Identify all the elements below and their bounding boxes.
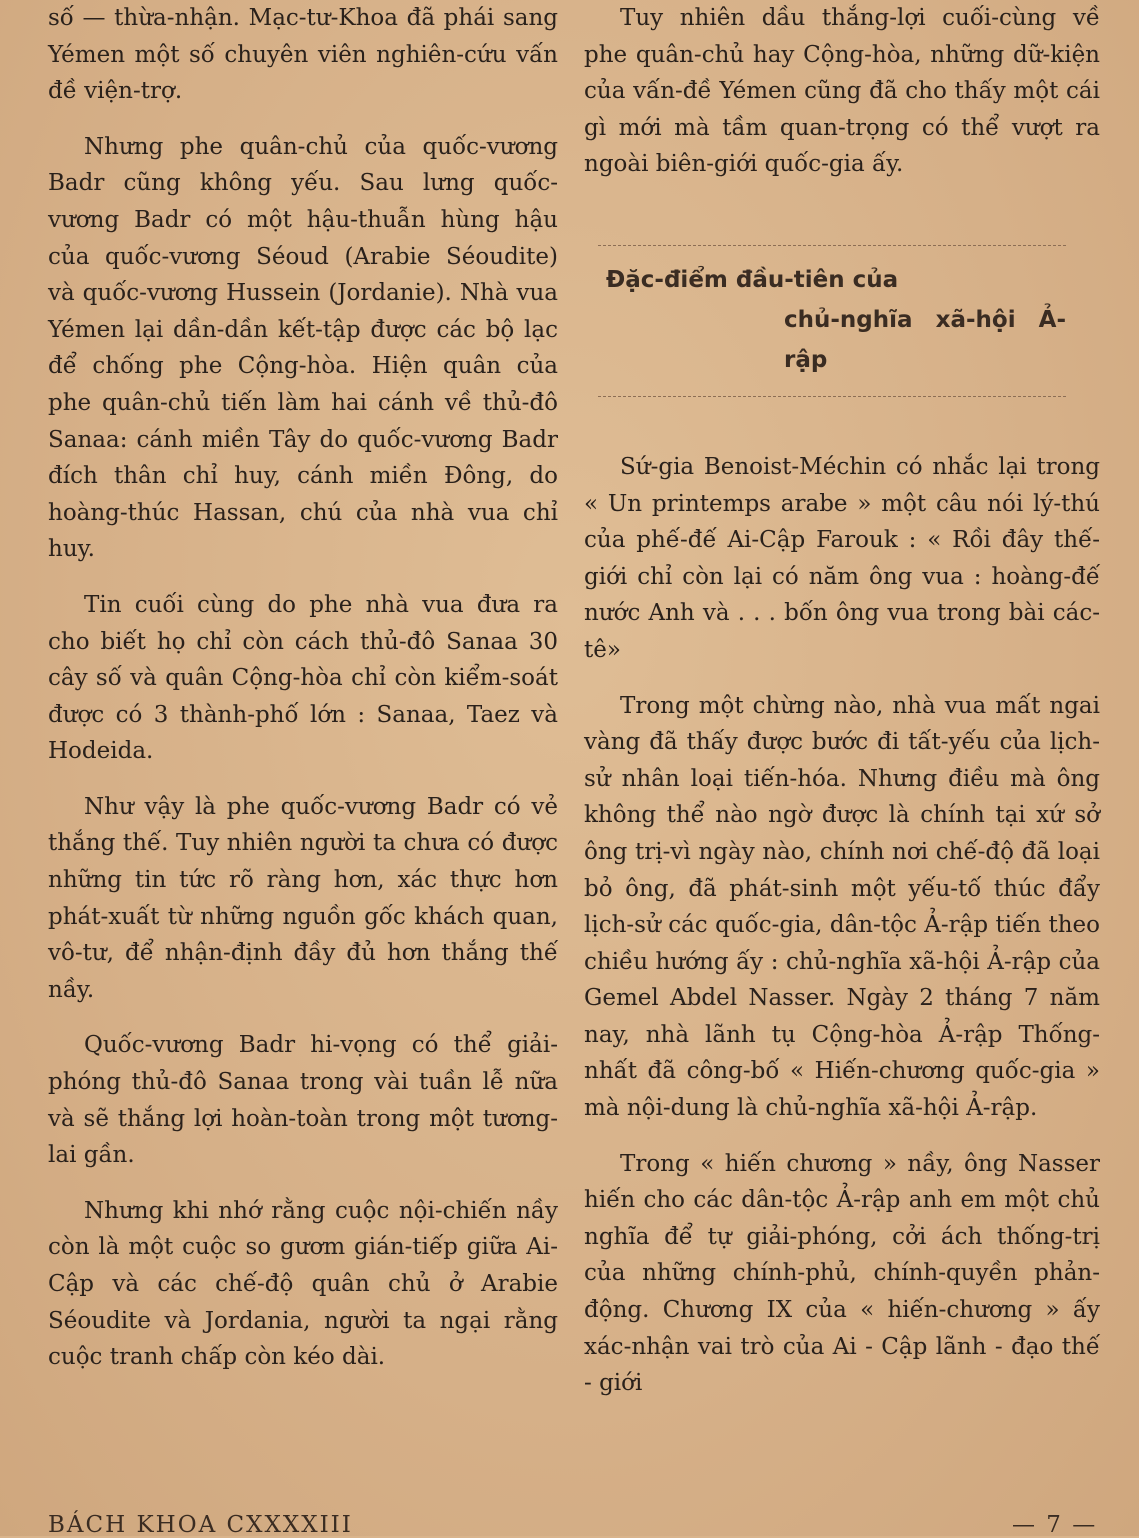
- footer-page-number: — 7 —: [1012, 1512, 1098, 1538]
- right-column: [584, 0, 1100, 1421]
- section-heading-line2: chủ-nghĩa xã-hội Ả-rập: [784, 306, 1066, 373]
- section-heading: [598, 245, 1066, 397]
- paragraph: Như vậy là phe quốc-vương Badr có vẻ thắng thế. Tuy nhiên người ta chưa có được những tin tức rõ ràng hơn, xác thực hơn phát-xuất từ những nguồn gốc khách quan, vô-tư, để nhận-định đầy đủ hơn thắng thế nầy.: [48, 793, 558, 1003]
- paragraph: Sứ-gia Benoist-Méchin có nhắc lại trong « Un printemps arabe » một câu nói lý-thú của phế-đế Ai-Cập Farouk : « Rồi đây thế-giới chỉ còn lại có năm ông vua : hoàng-đế nước Anh và . . . bốn ông vua trong bài các-tê»: [584, 453, 1100, 663]
- left-column: [48, 0, 558, 1395]
- footer-magazine-title: BÁCH KHOA CXXXXIII: [48, 1512, 353, 1538]
- paragraph: Quốc-vương Badr hi-vọng có thể giải-phóng thủ-đô Sanaa trong vài tuần lễ nữa và sẽ thắng lợi hoàn-toàn trong một tương-lai gần.: [48, 1032, 558, 1169]
- paragraph: Trong một chừng nào, nhà vua mất ngai vàng đã thấy được bước đi tất-yếu của lịch-sử nhân loại tiến-hóa. Nhưng điều mà ông không thể nào ngờ được là chính tại xứ sở ông trị-vì ngày nào, chính nơi chế-độ đã loại bỏ ông, đã phát-sinh một yếu-tố thúc đẩy lịch-sử các quốc-gia, dân-tộc Ả-rập tiến theo chiều hướng ấy : chủ-nghĩa xã-hội Ả-rập của Gemel Abdel Nasser. Ngày 2 tháng 7 năm nay, nhà lãnh tụ Cộng-hòa Ả-rập Thống-nhất đã công-bố « Hiến-chương quốc-gia » mà nội-dung là chủ-nghĩa xã-hội Ả-rập.: [584, 692, 1100, 1122]
- paragraph: số — thừa-nhận. Mạc-tư-Khoa đã phái sang Yémen một số chuyên viên nghiên-cứu vấn đề viện-trợ.: [48, 5, 558, 105]
- paragraph: Nhưng khi nhớ rằng cuộc nội-chiến nầy còn là một cuộc so gươm gián-tiếp giữa Ai-Cập và các chế-độ quân chủ ở Arabie Séoudite và Jordania, người ta ngại rằng cuộc tranh chấp còn kéo dài.: [48, 1197, 558, 1371]
- paragraph: Trong « hiến chương » nầy, ông Nasser hiến cho các dân-tộc Ả-rập anh em một chủ nghĩa để tự giải-phóng, cởi ách thống-trị của những chính-phủ, chính-quyền phản-động. Chương IX của « hiến-chương » ấy xác-nhận vai trò của Ai - Cập lãnh - đạo thế - giới: [584, 1150, 1100, 1397]
- section-heading-line1: Đặc-điểm đầu-tiên của: [606, 266, 899, 293]
- paragraph: Nhưng phe quân-chủ của quốc-vương Badr cũng không yếu. Sau lưng quốc-vương Badr có một hậu-thuẫn hùng hậu của quốc-vương Séoud (Arabie Séoudite) và quốc-vương Hussein (Jordanie). Nhà vua Yémen lại dần-dần kết-tập được các bộ lạc để chống phe Cộng-hòa. Hiện quân của phe quân-chủ tiến làm hai cánh về thủ-đô Sanaa: cánh miền Tây do quốc-vương Badr đích thân chỉ huy, cánh miền Đông, do hoàng-thúc Hassan, chú của nhà vua chỉ huy.: [48, 133, 558, 563]
- paragraph: Tin cuối cùng do phe nhà vua đưa ra cho biết họ chỉ còn cách thủ-đô Sanaa 30 cây số và quân Cộng-hòa chỉ còn kiểm-soát được có 3 thành-phố lớn : Sanaa, Taez và Hodeida.: [48, 591, 558, 765]
- paragraph: Tuy nhiên dầu thắng-lợi cuối-cùng về phe quân-chủ hay Cộng-hòa, những dữ-kiện của vấn-đề Yémen cũng đã cho thấy một cái gì mới mà tầm quan-trọng có thể vượt ra ngoài biên-giới quốc-gia ấy.: [584, 5, 1100, 178]
